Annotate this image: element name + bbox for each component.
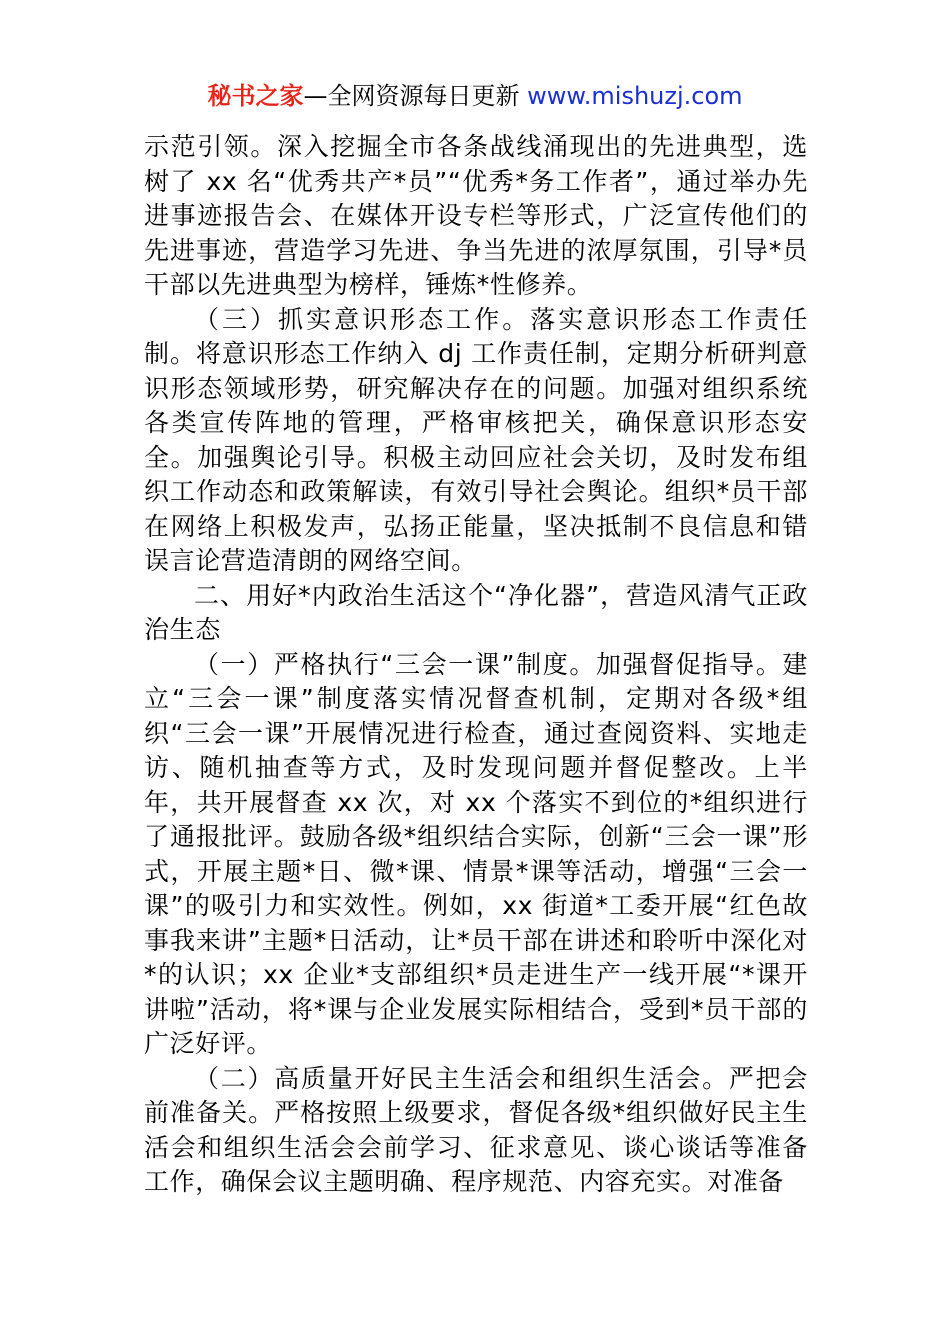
paragraph-exemplary-leadership: 示范引领。深入挖掘全市各条战线涌现出的先进典型，选树了 xx 名“优秀共产*员”“优秀*务工作者”，通过举办先进事迹报告会、在媒体开设专栏等形式，广泛宣传他们的先进事迹，营造学习先进、争当先进的浓厚氛围，引导*员干部以先进典型为榜样，锤炼*性修养。 xyxy=(144,132,808,299)
paragraph-democratic-life-meetings: （二）高质量开好民主生活会和组织生活会。严把会前准备关。严格按照上级要求，督促各级*组织做好民主生活会和组织生活会会前学习、征求意见、谈心谈话等准备工作，确保会议主题明确、程序规范、内容充实。对准备 xyxy=(144,1063,808,1196)
paragraph-three-meetings-one-lesson: （一）严格执行“三会一课”制度。加强督促指导。建立“三会一课”制度落实情况督查机制，定期对各级*组织“三会一课”开展情况进行检查，通过查阅资料、实地走访、随机抽查等方式，及时发现问题并督促整改。上半年，共开展督查 xx 次，对 xx 个落实不到位的*组织进行了通报批评。鼓励各级*组织结合实际，创新“三会一课”形式，开展主题*日、微*课、情景*课等活动，增强“三会一课”的吸引力和实效性。例如，xx 街道*工委开展“红色故事我来讲”主题*日活动，让*员干部在讲述和聆听中深化对*的认识；xx 企业*支部组织*员走进生产一线开展“*课开讲啦”活动，将*课与企业发展实际相结合，受到*员干部的广泛好评。 xyxy=(144,649,808,1058)
document-body xyxy=(144,130,808,1200)
brand-name: 秘书之家 xyxy=(207,82,304,110)
page-header xyxy=(0,80,950,112)
website-link[interactable]: www.mishuzj.com xyxy=(527,82,743,110)
header-slogan: —全网资源每日更新 xyxy=(303,82,528,110)
section-heading-political-life: 二、用好*内政治生活这个“净化器”，营造风清气正政治生态 xyxy=(144,580,808,644)
paragraph-ideology-work: （三）抓实意识形态工作。落实意识形态工作责任制。将意识形态工作纳入 dj 工作责任制，定期分析研判意识形态领域形势，研究解决存在的问题。加强对组织系统各类宣传阵地的管理，严格审核把关，确保意识形态安全。加强舆论引导。积极主动回应社会关切，及时发布组织工作动态和政策解读，有效引导社会舆论。组织*员干部在网络上积极发声，弘扬正能量，坚决抵制不良信息和错误言论营造清朗的网络空间。 xyxy=(144,304,808,575)
